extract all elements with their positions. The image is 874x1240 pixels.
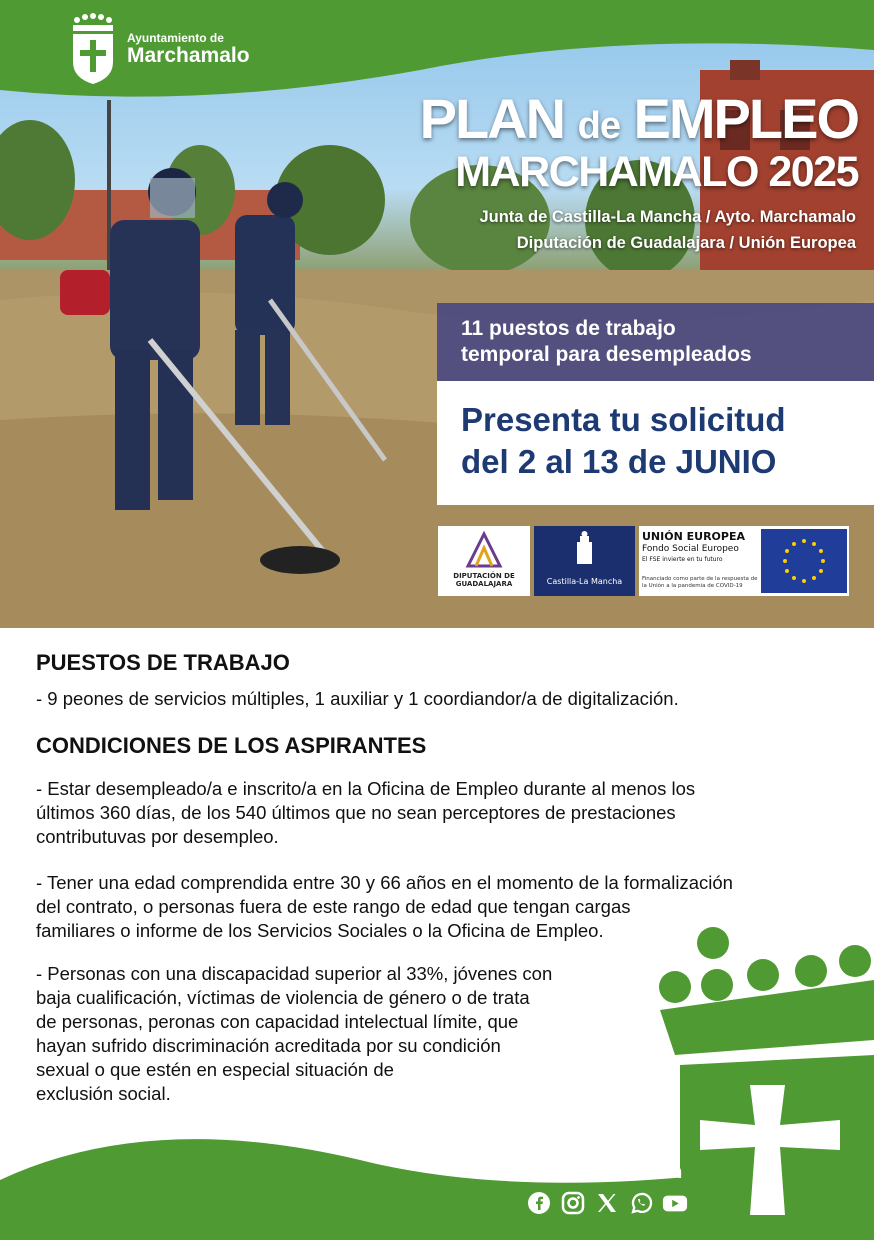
- condition-age: - Tener una edad comprendida entre 30 y 66 años en el momento de la formalización del contrato, o personas fuera de este rango de edad que tengan cargas familiares o informe de los Servicios Sociales o la Oficina de Empleo.: [36, 872, 733, 941]
- apply-line2: del 2 al 13 de JUNIO: [461, 443, 777, 480]
- instagram-icon[interactable]: [560, 1190, 586, 1216]
- jobs-line2: temporal para desempleados: [461, 343, 752, 366]
- eu-flag-icon: [761, 529, 847, 593]
- subtitle-line1: Junta de Castilla-La Mancha / Ayto. Marchamalo: [479, 208, 856, 226]
- diputacion-emblem-icon: [438, 526, 530, 570]
- jobs-banner: [437, 303, 874, 381]
- x-icon[interactable]: [594, 1190, 620, 1216]
- main-title: PLAN de EMPLEO: [419, 87, 858, 150]
- subtitle-line2: Diputación de Guadalajara / Unión Europea: [516, 234, 856, 252]
- website-link[interactable]: marchamalo.com: [526, 1162, 683, 1183]
- section-title-jobs: PUESTOS DE TRABAJO: [36, 650, 290, 675]
- sponsor-logos: [438, 526, 850, 596]
- facebook-icon[interactable]: [526, 1190, 552, 1216]
- condition-unemployed: - Estar desempleado/a e inscrito/a en la Oficina de Empleo durante al menos los últimos 360 días, de los 540 últimos que no sean perceptores de prestaciones contributuvas por desempleo.: [36, 778, 696, 847]
- social-links: [526, 1190, 688, 1216]
- youtube-icon[interactable]: [662, 1190, 688, 1216]
- org-label-small: Ayuntamiento de: [127, 31, 224, 45]
- application-banner: [437, 381, 874, 505]
- marchamalo-crest-logo: [70, 12, 116, 84]
- jobs-description: - 9 peones de servicios múltiples, 1 auxiliar y 1 coordiandor/a de digitalización.: [36, 688, 679, 709]
- eu-fse-logo: UNIÓN EUROPEA Fondo Social Europeo El FSE invierte en tu futuro Financiado como parte de la respuesta de la Unión a la pandemia de COVID-19: [639, 526, 849, 596]
- main-title-line2: MARCHAMALO 2025: [455, 148, 858, 196]
- section-title-conditions: CONDICIONES DE LOS ASPIRANTES: [36, 733, 427, 758]
- org-label-big: Marchamalo: [127, 44, 250, 67]
- whatsapp-icon[interactable]: [628, 1190, 654, 1216]
- jobs-line1: 11 puestos de trabajo: [461, 317, 676, 340]
- clm-castle-icon: [534, 526, 635, 572]
- condition-vulnerable-groups: - Personas con una discapacidad superior al 33%, jóvenes con baja cualificación, víctimas de violencia de género o de trata de personas, peronas con capacidad intelectual límite, que hayan sufrido discriminación acreditada por su condición sexual o que estén en especial situación de exclusión social.: [36, 963, 553, 1104]
- apply-line1: Presenta tu solicitud: [461, 401, 786, 438]
- diputacion-logo: DIPUTACIÓN DE GUADALAJARA: [438, 526, 530, 596]
- castilla-la-mancha-logo: Castilla-La Mancha: [534, 526, 635, 596]
